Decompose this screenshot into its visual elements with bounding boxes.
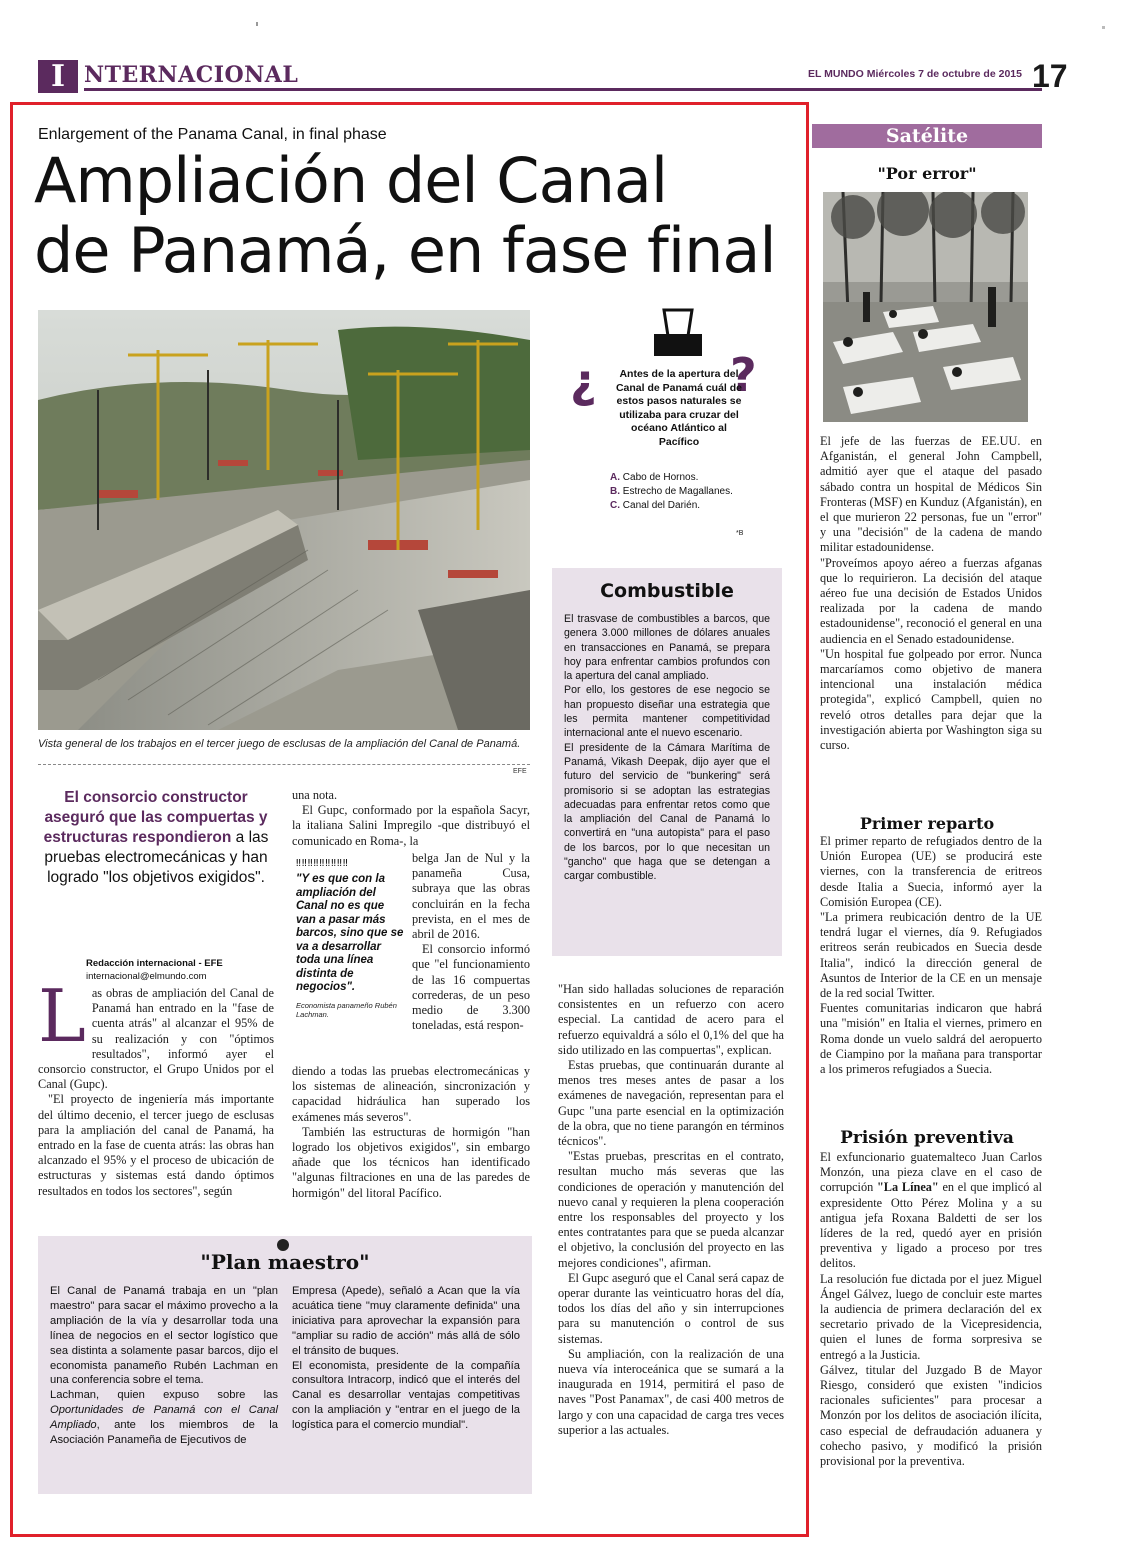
sidebar-heading: Prisión preventiva bbox=[840, 1128, 1014, 1148]
quote-source: Economista panameño Rubén Lachman. bbox=[296, 1000, 397, 1019]
page-number: 17 bbox=[1032, 58, 1068, 94]
sidebar-heading: "Por error" bbox=[877, 164, 977, 183]
lead-rest: a las pruebas electromecánicas y han logrado "los objetivos exigidos". bbox=[44, 829, 269, 886]
box-body bbox=[564, 612, 770, 884]
article-column-2-narrow bbox=[412, 851, 530, 1033]
paragraph: Empresa (Apede), señaló a Acan que la vía acuática tiene "muy claramente definida" una iniciativa para aprovechar la expansión para "ampliar su radio de acción" más allá de sólo el tránsito de buques. bbox=[292, 1285, 520, 1357]
paragraph: una nota. bbox=[292, 788, 338, 802]
sidebar-story-1 bbox=[820, 434, 1042, 753]
sidebar-heading: Primer reparto bbox=[859, 814, 995, 833]
paragraph: El exfuncionario guatemalteco Juan Carlos Monzón, una pieza clave en el caso de corrupción "La Línea" en el que implicó al expresidente Otto Pérez Molina y a su antigua jefa Roxana Baldetti de ser los líderes de la red, quedó ayer en prisión preventiva y ligado a proceso por tres delitos. bbox=[820, 1150, 1042, 1271]
plan-maestro-box bbox=[38, 1236, 532, 1494]
byline-email: internacional@elmundo.com bbox=[86, 971, 207, 982]
article-lead bbox=[36, 788, 276, 888]
paragraph: as obras de ampliación del Canal de Panamá han entrado en la "fase de cuenta atrás" al alcanzar el 95% de su realización y con "óptimos resultados", informó ayer el consorcio constructor, el Grupo Unidos por el Canal (Gupc). bbox=[38, 986, 274, 1092]
paragraph: El consorcio informó que "el funcionamiento de las 16 compuertas correderas, de un peso medio de 3.300 toneladas, está respon- bbox=[412, 942, 530, 1033]
binder-clip-icon bbox=[648, 308, 708, 360]
lead-bold: El consorcio constructor aseguró que las compuertas y estructuras respondieron bbox=[43, 789, 268, 846]
paragraph: Por ello, los gestores de ese negocio se han propuesto diseñar una estrategia que les permita mantener competitividad internacional ante el nuevo escenario. bbox=[564, 684, 770, 740]
english-subtitle: Enlargement of the Panama Canal, in final phase bbox=[38, 126, 387, 143]
section-header bbox=[38, 58, 1068, 94]
photo-credit: EFE bbox=[513, 768, 527, 775]
paragraph: Lachman, quien expuso sobre las Oportunidades de Panamá con el Canal Ampliado, ante los miembros de la Asociación Panameña de Ejecutivos de bbox=[50, 1389, 278, 1447]
question-mark-open-icon: ¿ bbox=[570, 354, 597, 408]
sidebar-story-3 bbox=[820, 1150, 1042, 1469]
scan-mark bbox=[1102, 26, 1105, 29]
paragraph: "Estas pruebas, prescritas en el contrato, resultan mucho más severas que las condiciones de operación y manutención del nuevo canal y requieren la plena cooperación entre los responsables del proyecto y los entes contratantes para que se pueda alcanzar el objetivo, la conclusión del proyecto en las mejores condiciones", afirman. bbox=[558, 1149, 784, 1270]
paragraph: El Canal de Panamá trabaja en un "plan maestro" para sacar el máximo provecho a la ampliación de la vía y desarrollar toda una línea de negocios en el sector logístico que sea distinta a solamente pasar barcos, dijo el economista panameño Rubén Lachman en una conferencia sobre el tema. bbox=[50, 1285, 278, 1387]
paragraph: Gálvez, titular del Juzgado B de Mayor Riesgo, consideró que existen "indicios racionales suficientes" para procesar a Monzón por los delitos de asociación ilícita, caso especial de defraudación aduanera y cohecho pasivo, y modificó la prisión provisional por la preventiva. bbox=[820, 1362, 1042, 1469]
drop-cap: L bbox=[38, 974, 86, 1058]
publication-date: EL MUNDO Miércoles 7 de octubre de 2015 bbox=[808, 68, 1022, 80]
question-mark-close-icon: ? bbox=[730, 348, 757, 402]
paragraph: También las estructuras de hormigón "han logrado los objetivos exigidos", sin embargo añade que los técnicos han identificado "algunas filtraciones en una de las paredes de hormigón" del litoral Pacífico. bbox=[292, 1124, 530, 1200]
quiz-question: Antes de la apertura del Canal de Panamá cuál de estos pasos naturales se utilizaba para cruzar del océano Atlántico al Pacífico bbox=[615, 368, 743, 448]
paragraph: El Gupc aseguró que el Canal será capaz de operar durante las veinticuatro horas del día, todos los días del año y sin interrupciones para su manutención o control de sus sistemas. bbox=[558, 1270, 784, 1346]
protest-photo bbox=[823, 192, 1028, 422]
paragraph: "El proyecto de ingeniería más importante del último decenio, el tercer juego de esclusas para la ampliación del canal de Panamá, ha entrado en la fase de cuenta atrás: las obras han alcanzado el 95% y el proceso de ubicación de estructuras y sistemas está dando óptimos resultados en todos los sectores", según bbox=[38, 1092, 274, 1198]
paragraph: Estas pruebas, que continuarán durante al menos tres meses antes de pasar a los exámenes de navegación, representan para el Gupc "una parte esencial en la optimización de la obra, que no tiene parangón en términos técnicos". bbox=[558, 1058, 784, 1149]
quote-marks-icon: ‼‼‼‼‼‼‼‼‼ bbox=[296, 858, 349, 869]
section-name: NTERNACIONAL bbox=[84, 62, 299, 88]
byline-name: Redacción internacional - EFE bbox=[86, 958, 223, 969]
article-column-2-top bbox=[292, 788, 530, 849]
sidebar-story-2 bbox=[820, 834, 1042, 1077]
paragraph: El presidente de la Cámara Marítima de Panamá, Vikash Deepak, dijo ayer que el futuro del servicio de "bunkering" será promisorio si se adoptan las estrategias adecuadas para enfrentar retos como que la ampliación del Canal de Panamá lo convertirá en "una autopista" para el paso de los barcos, por lo que necesitan un "gancho" que haga que se detengan a cargar combustible. bbox=[564, 741, 770, 883]
paragraph: El trasvase de combustibles a barcos, que genera 3.000 millones de dólares anuales en transacciones en Panamá, se prepara hoy para enfrentar cambios profundos con la apertura del canal ampliado. bbox=[564, 613, 770, 683]
section-letter: I bbox=[38, 60, 78, 93]
paragraph: belga Jan de Nul y la panameña Cusa, subraya que las obras concluirán en la fecha prevista, en el mes de abril de 2016. bbox=[412, 851, 530, 942]
header-rule bbox=[84, 88, 1042, 91]
article-column-3 bbox=[558, 982, 784, 1438]
caption-rule bbox=[38, 764, 530, 765]
photo-caption: Vista general de los trabajos en el tercer juego de esclusas de la ampliación del Canal de Panamá. bbox=[38, 738, 521, 750]
box-title: Combustible bbox=[600, 580, 734, 602]
paragraph: El jefe de las fuerzas de EE.UU. en Afganistán, el general John Campbell, admitió ayer que el ataque del pasado sábado contra un hospital de Médicos Sin Fronteras (MSF) en Kunduz (Afganistán), en el que murieron 22 personas, fue un "error" y una "decisión" de la cadena de mando militar estadounidense. bbox=[820, 434, 1042, 555]
quiz-options bbox=[610, 471, 733, 513]
plan-column-2 bbox=[292, 1284, 520, 1433]
paragraph: El Gupc, conformado por la española Sacyr, la italiana Salini Impregilo -que distribuyó el comunicado en Roma-, la bbox=[292, 803, 530, 848]
quiz-option: C. Canal del Darién. bbox=[610, 500, 701, 511]
sidebar-title: Satélite bbox=[812, 124, 1042, 148]
pull-quote bbox=[296, 858, 406, 1019]
article-column-2-bottom bbox=[292, 1064, 530, 1201]
photo-image bbox=[38, 310, 530, 730]
quiz-option: B. Estrecho de Magallanes. bbox=[610, 486, 733, 497]
quiz-answer-mark: *B bbox=[736, 530, 744, 537]
paragraph: "Proveímos apoyo aéreo a fuerzas afganas que lo requirieron. La decisión del ataque aéreo fue una decisión de Estados Unidos realizada por la cadena de mando estadounidense", reconoció el general en una audiencia en el Senado estadounidense. bbox=[820, 555, 1042, 646]
byline bbox=[86, 957, 223, 983]
plan-column-1 bbox=[50, 1284, 278, 1448]
paragraph: El economista, presidente de la compañía consultora Intracorp, indicó que el interés del Canal es desarrollar ventajas competitivas con la ampliación y "entrar en el juego de la logística para el comercio mundial". bbox=[292, 1359, 520, 1432]
quiz-option: A. Cabo de Hornos. bbox=[610, 472, 699, 483]
headline-line: Ampliación del Canal bbox=[34, 144, 668, 217]
paragraph: Su ampliación, con la realización de una nueva vía interoceánica que se sumará a la inaugurada en 1914, permitirá el paso de naves "Post Panamax", de casi 400 metros de largo y con una capacidad de carga tres veces superior a las actuales. bbox=[558, 1346, 784, 1437]
paragraph: La resolución fue dictada por el juez Miguel Ángel Gálvez, luego de concluir este martes la audiencia de primera declaración del ex secretario privado de la Vicepresidencia, quien el lunes de forma sorpresiva se entregó a la Justicia. bbox=[820, 1271, 1042, 1362]
headline-line: de Panamá, en fase final bbox=[34, 214, 776, 287]
paragraph: El primer reparto de refugiados dentro de la Unión Europea (UE) se producirá este viernes, con la transferencia de eritreos desde Italia a Suecia, informó ayer la Comisión Europea (CE). bbox=[820, 834, 1042, 909]
paragraph: "La primera reubicación dentro de la UE tendrá lugar el viernes, día 9. Refugiados eritreos serán reubicados en Suecia desde Italia", indicó la dirección general de Asuntos de Interior de la CE en un mensaje de la red social Twitter. bbox=[820, 910, 1042, 1001]
paragraph: "Han sido halladas soluciones de reparación consistentes en un refuerzo con acero especial. La cantidad de acero para el refuerzo equivaldrá a sólo el 0,1% del que ha sido utilizado en las compuertas", explican. bbox=[558, 982, 784, 1057]
paragraph: "Un hospital fue golpeado por error. Nunca marcaríamos como objetivo de manera intencional una instalación médica protegida", explicó Campbell, quien no reveló otros detalles para dejar que la investigación abierta por Washington siga su curso. bbox=[820, 646, 1042, 753]
paragraph: Fuentes comunitarias indicaron que habrá una "misión" en Italia el viernes, primero en Roma donde un vuelo saldrá del aeropuerto de Ciampino por la mañana para transportar a los primeros refugiados a Suecia. bbox=[820, 1001, 1042, 1077]
quote-text: "Y es que con la ampliación del Canal no es que van a pasar más barcos, sino que se va a desarrollar toda una línea distinta de negocios". bbox=[296, 873, 404, 993]
canal-locks-photo bbox=[38, 310, 530, 730]
combustible-box bbox=[552, 568, 782, 956]
scan-mark bbox=[256, 22, 258, 26]
headline bbox=[34, 146, 794, 286]
paragraph: diendo a todas las pruebas electromecánicas y los sistemas de alineación, sincronización y capacidad hidráulica han superado los exámenes más severos". bbox=[292, 1064, 530, 1124]
quiz-box bbox=[570, 308, 770, 548]
box-title: "Plan maestro" bbox=[200, 1250, 370, 1274]
photo-image bbox=[823, 192, 1028, 422]
